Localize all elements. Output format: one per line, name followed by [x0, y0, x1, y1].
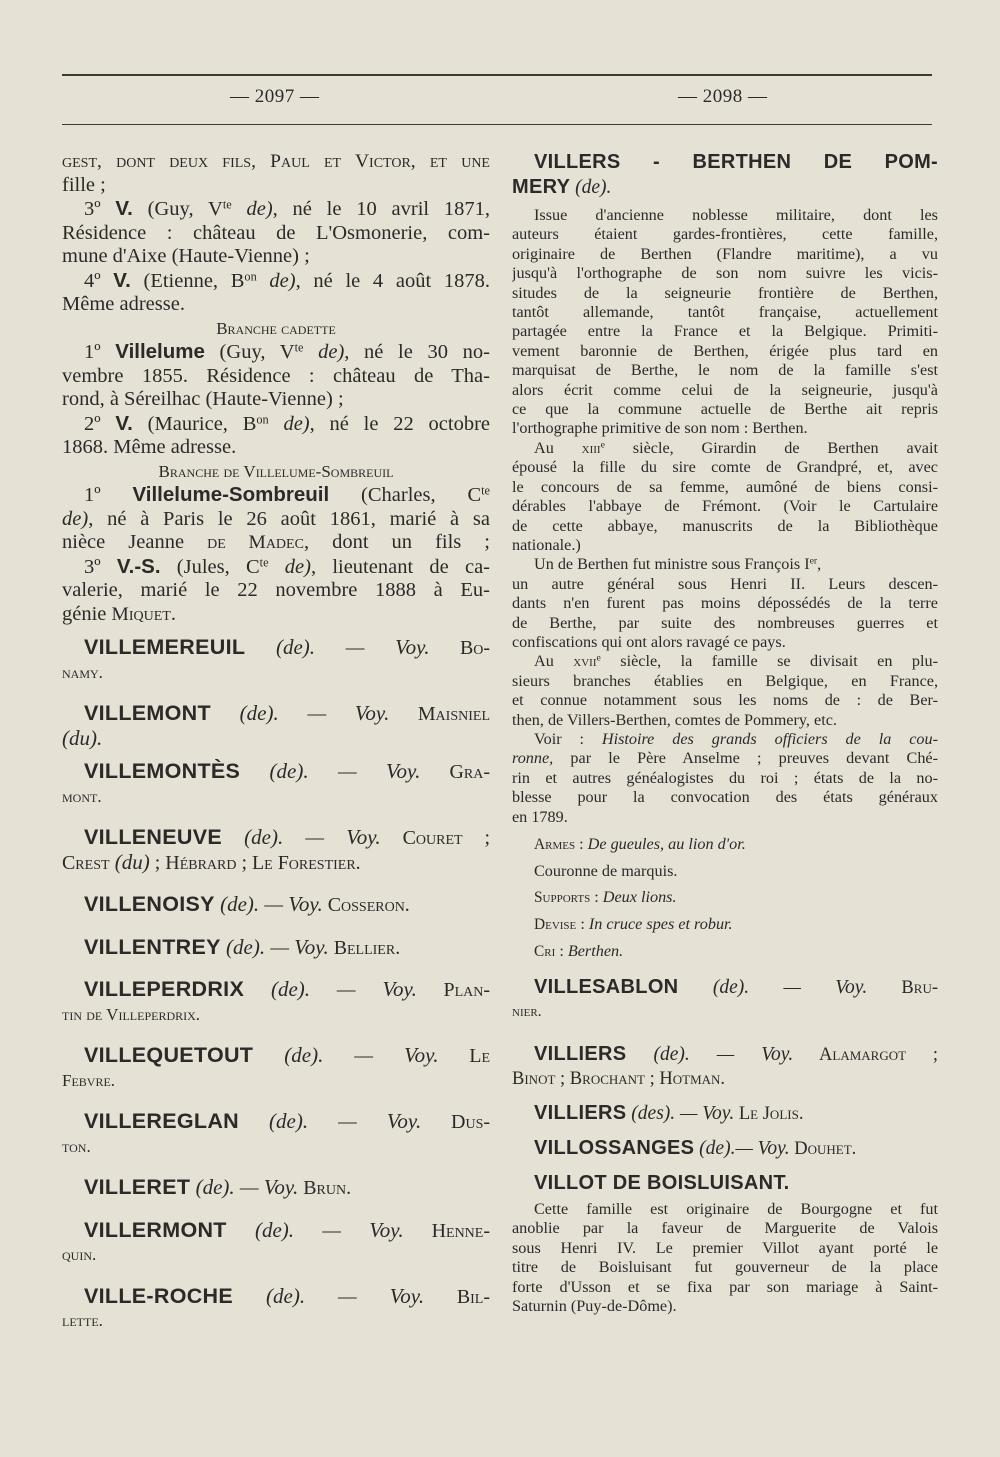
text-line: rond, à Séreilhac (Haute-Vienne) ;	[62, 388, 344, 410]
text-line: ronne, par le Père Anselme ; preuves devant Ché-	[512, 749, 938, 768]
paragraph-13th-century	[512, 439, 938, 555]
genealogy-entry: 2º V. (Maurice, $B^{on}$ de), né le 22 octobre	[84, 411, 490, 435]
cri-line: Cri : Berthen.	[534, 942, 624, 960]
text-line: mune d'Aixe (Haute-Vienne) ;	[62, 245, 310, 267]
branch-heading: Branche de Villelume-Sombreuil	[158, 461, 394, 481]
text-line: Au xvii$^e$ siècle, la famille se divisait en plu-	[534, 652, 938, 671]
text-line: en 1789.	[512, 807, 568, 826]
armes-line: Armes : De gueules, au lion d'or.	[534, 835, 746, 853]
paragraph-villot	[512, 1200, 938, 1316]
devise-line: Devise : In cruce spes et robur.	[534, 915, 733, 933]
text-line: Résidence : château de L'Osmonerie, com-	[62, 221, 490, 244]
text-line: de), né à Paris le 26 août 1861, marié à sa	[62, 507, 490, 530]
text-line: rin et autres généalogistes du roi ; états de la no-	[512, 768, 938, 787]
entry-villermont: VILLERMONT (de). — Voy. Henne- quin.	[62, 1217, 490, 1264]
branch-heading: Branche cadette	[216, 318, 336, 338]
entry-villemereuil: VILLEMEREUIL (de). — Voy. Bo- namy.	[62, 635, 490, 682]
text-line: épousé la fille du sire comte de Grandpré, et, avec	[512, 458, 938, 477]
header-rule	[62, 124, 932, 125]
text-line: Au xiii$^e$ siècle, Girardin de Berthen avait	[534, 438, 938, 457]
text-line: anoblie par la faveur de Marguerite de Valois	[512, 1219, 938, 1238]
text-line: de Berthe, par suite des nombreuses guerres et	[512, 613, 938, 632]
text-line: sieurs branches établies en Belgique, en France,	[512, 671, 938, 690]
paragraph-ministre	[512, 555, 938, 652]
text-line: sous Henri IV. Le premier Villot ayant porté le	[512, 1238, 938, 1257]
entry-villemontes: VILLEMONTÈS (de). — Voy. Gra- mont.	[62, 759, 490, 806]
genealogy-entry: 3º V. (Guy, $V^{te}$ de), né le 10 avril 1871,	[84, 197, 490, 220]
text-line: Un de Berthen fut ministre sous François Ier,	[534, 555, 822, 574]
text-line: auteurs étaient gardes-frontières, cette famille,	[512, 225, 938, 244]
text-line: Voir : Histoire des grands officiers de la cou-	[534, 729, 938, 748]
entry-ville-roche: VILLE-ROCHE (de). — Voy. Bil- lette.	[62, 1283, 490, 1330]
genealogy-entry: 1º Villelume (Guy, $V^{te}$ de), né le 30 no-	[84, 340, 490, 363]
entry-villentrey: VILLENTREY (de). — Voy. Bellier.	[84, 934, 401, 959]
text-line: de cette abbaye, manuscrits de la Bibliothèque	[512, 516, 938, 535]
text-line: gest, dont deux fils, Paul et Victor, et une	[62, 151, 490, 172]
text-line: Issue d'ancienne noblesse militaire, dont les	[534, 206, 938, 224]
text-line: nationale.)	[512, 535, 581, 554]
text-line: blesse pour la convocation des états généraux	[512, 788, 938, 807]
heraldry-block	[512, 831, 938, 965]
text-line: tantôt allemande, tantôt française, actuellement	[512, 303, 938, 322]
text-line: fille ;	[62, 173, 106, 196]
text-line: dérables l'abbaye de Frémont. (Voir le Cartulaire	[512, 497, 938, 516]
entry-villeret: VILLERET (de). — Voy. Brun.	[84, 1175, 352, 1199]
text-line: situdes de la seigneurie frontière de Berthen,	[512, 283, 938, 302]
entry-villequetout: VILLEQUETOUT (de). — Voy. Le Febvre.	[62, 1043, 490, 1090]
entry-villot-heading: VILLOT DE BOISLUISANT.	[534, 1172, 790, 1194]
paragraph-origin	[512, 206, 938, 439]
text-line: ce que la commune actuelle de Berthe ait repris	[512, 400, 938, 419]
page-number-left: — 2097 —	[230, 86, 320, 107]
supports-line: Supports : Deux lions.	[534, 888, 677, 906]
entry-villereglan: VILLEREGLAN (de). — Voy. Dus- ton.	[62, 1109, 490, 1156]
paragraph-17th-century	[512, 652, 938, 730]
paragraph-sources	[512, 730, 938, 827]
text-line: Saturnin (Puy-de-Dôme).	[512, 1297, 677, 1316]
text-line: vement baronnie de Berthen, érigée plus tard en	[512, 341, 938, 360]
text-line: un autre général sous Henri II. Leurs descen-	[512, 574, 938, 593]
text-line: forte d'Usson et se fixa par son mariage à Saint-	[512, 1277, 938, 1296]
entry-villeperdrix: VILLEPERDRIX (de). — Voy. Plan- tin de Villeperdrix.	[62, 977, 490, 1024]
text-line: l'orthographe primitive de son nom : Berthen.	[512, 419, 808, 438]
left-column	[62, 150, 490, 1390]
text-line: originaire de Berthen (Flandre maritime), a vu	[512, 244, 938, 263]
couronne-line: Couronne de marquis.	[534, 862, 678, 880]
text-line: 1868. Même adresse.	[62, 436, 237, 458]
text-line: Même adresse.	[62, 293, 185, 315]
text-line: valerie, marié le 22 novembre 1888 à Eu-	[62, 579, 490, 601]
entry-villemont: VILLEMONT (de). — Voy. Maisniel (du).	[62, 701, 490, 750]
text-line: then, de Villers-Berthen, comtes de Pommery, etc.	[512, 710, 837, 729]
entry-villossanges: VILLOSSANGES (de).— Voy. Douhet.	[534, 1137, 857, 1159]
text-line: marquisat de Berthe, le nom de la famille s'est	[512, 361, 938, 380]
text-line: alors écrit comme celui de la seigneurie, jusqu'à	[512, 380, 938, 399]
text-line: et connue notamment sous les noms de : de Ber-	[512, 691, 938, 710]
text-line: génie Miquet.	[62, 602, 176, 625]
entry-villenoisy: VILLENOISY (de). — Voy. Cosseron.	[84, 892, 410, 916]
text-line: nièce Jeanne de Madec, dont un fils ;	[62, 531, 490, 553]
genealogy-entry: 1º Villelume-Sombreuil (Charles, $C^{te}$	[84, 483, 490, 506]
text-line: titre de Boisluisant fut gouverneur de la place	[512, 1258, 938, 1277]
right-column	[512, 150, 938, 1390]
text-line: partagée entre la France et la Belgique. Primiti-	[512, 322, 938, 341]
text-line: Cette famille est originaire de Bourgogne et fut	[534, 1200, 938, 1218]
text-line: jusqu'à l'orthographe de son nom suivre les vicis-	[512, 264, 938, 283]
text-line: confiscations qui ont alors ravagé ce pays.	[512, 632, 786, 651]
text-line: dants n'en furent pas moins dépossédés de la terre	[512, 594, 938, 613]
entry-villers-berthen-heading: VILLERS - BERTHEN DE POM- MERY (de).	[512, 151, 938, 198]
top-rule	[62, 74, 932, 76]
entry-villeneuve: VILLENEUVE (de). — Voy. Couret ; Crest (du) ; Hébrard ; Le Forestier.	[62, 825, 490, 874]
entry-villesablon: VILLESABLON (de). — Voy. Bru- nier.	[512, 976, 938, 1020]
genealogy-entry: 4º V. (Etienne, $B^{on}$ de), né le 4 août 1878.	[84, 268, 490, 292]
entry-villiers-des: VILLIERS (des). — Voy. Le Jolis.	[534, 1102, 804, 1124]
text-line: vembre 1855. Résidence : château de Tha-	[62, 364, 490, 387]
entry-villiers-de: VILLIERS (de). — Voy. Alamargot ; Binot ; Brochant ; Hotman.	[512, 1043, 938, 1089]
genealogy-entry: 3º V.-S. (Jules, $C^{te}$ de), lieutenant de ca-	[84, 554, 490, 578]
text-line: le concours de sa femme, aumôné de biens consi-	[512, 477, 938, 496]
page-number-right: — 2098 —	[678, 86, 768, 107]
